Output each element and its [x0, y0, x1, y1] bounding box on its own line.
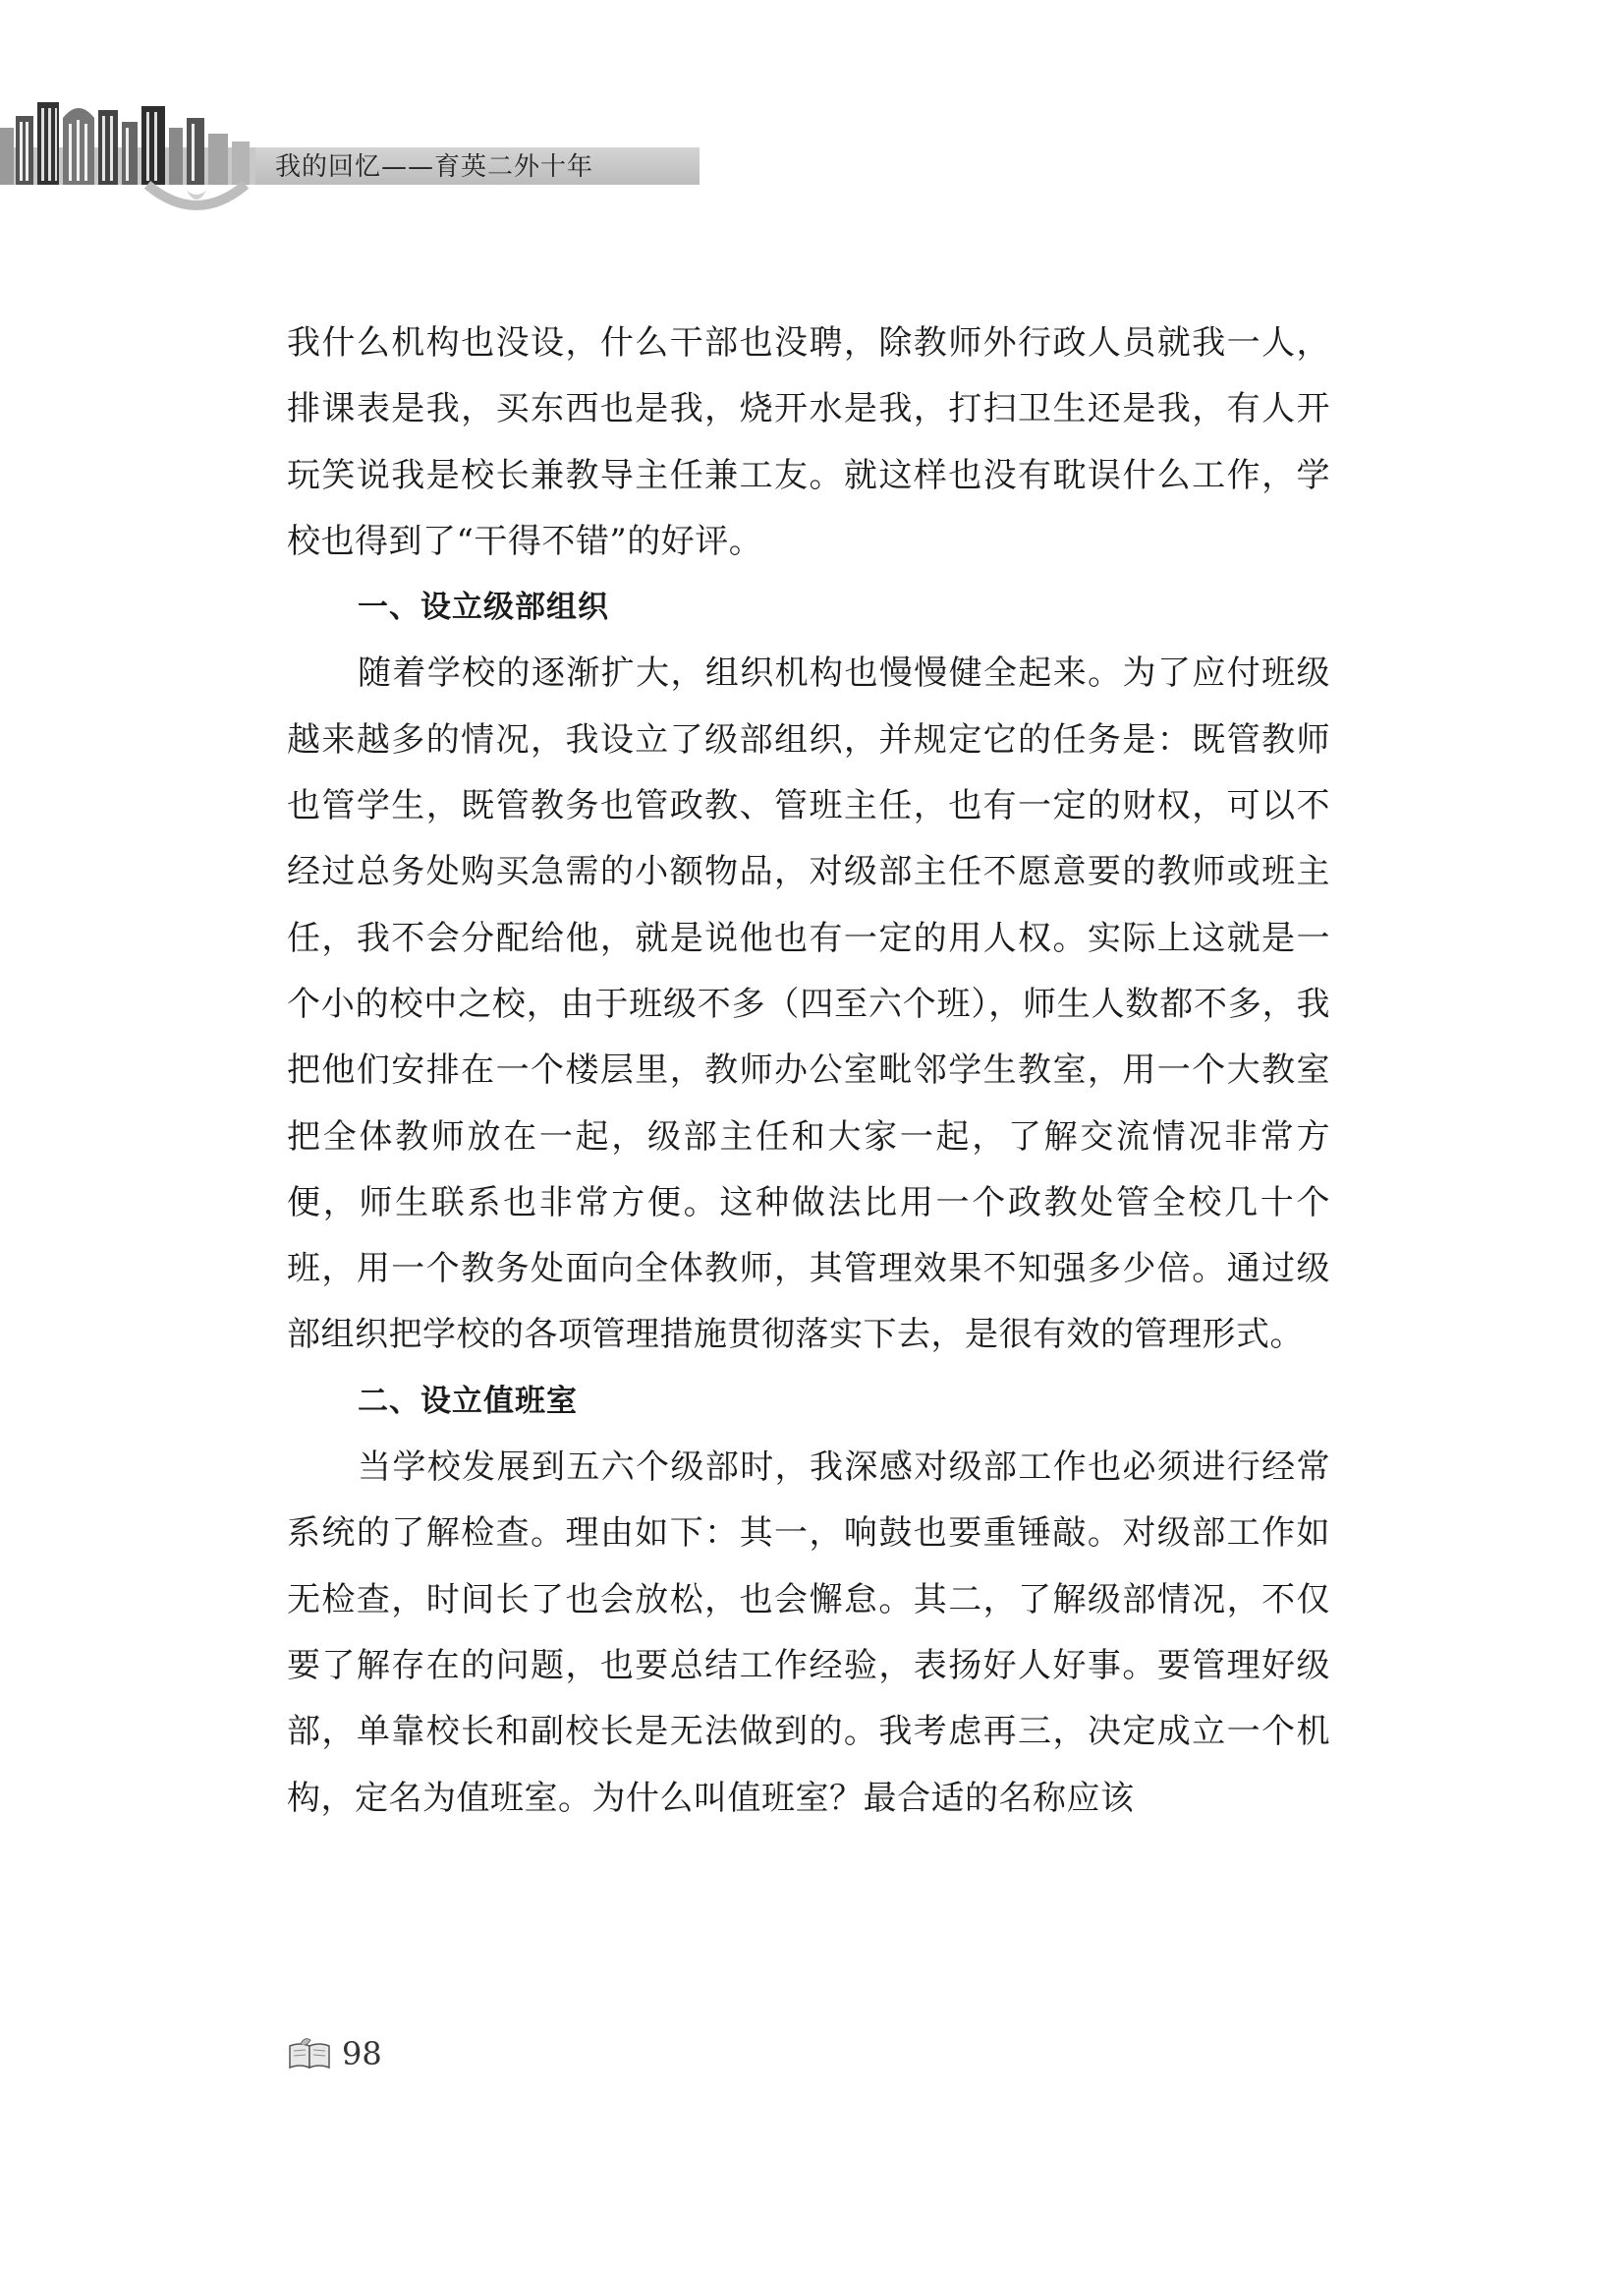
page-footer [287, 2032, 382, 2075]
page-body [287, 311, 1330, 1832]
page-number: 98 [342, 2035, 382, 2072]
paragraph-3: 当学校发展到五六个级部时，我深感对级部工作也必须进行经常系统的了解检查。理由如下：其一，响鼓也要重锤敲。对级部工作如无检查，时间长了也会放松，也会懈怠。其二，了解级部情况，不仅要了解存在的问题，也要总结工作经验，表扬好人好事。要管理好级部，单靠校长和副校长是无法做到的。我考虑再三，决定成立一个机构，定名为值班室。为什么叫值班室？最合适的名称应该 [287, 1447, 1330, 1818]
running-header [0, 88, 700, 226]
paragraph-2: 随着学校的逐渐扩大，组织机构也慢慢健全起来。为了应付班级越来越多的情况，我设立了级部组织，并规定它的任务是：既管教师也管学生，既管教务也管政教、管班主任，也有一定的财权，可以不经过总务处购买急需的小额物品，对级部主任不愿意要的教师或班主任，我不会分配给他，就是说他也有一定的用人权。实际上这就是一个小的校中之校，由于班级不多（四至六个班），师生人数都不多，我把他们安排在一个楼层里，教师办公室毗邻学生教室，用一个大教室把全体教师放在一起，级部主任和大家一起，了解交流情况非常方便，师生联系也非常方便。这种做法比用一个政教处管全校几十个班，用一个教务处面向全体教师，其管理效果不知强多少倍。通过级部组织把学校的各项管理措施贯彻落实下去，是很有效的管理形式。 [287, 653, 1330, 1355]
section-heading-2: 二、设立值班室 [358, 1383, 578, 1419]
header-title: 我的回忆——育英二外十年 [275, 152, 594, 182]
city-skyline-icon [0, 88, 255, 226]
paragraph-1: 我什么机构也没设，什么干部也没聘，除教师外行政人员就我一人，排课表是我，买东西也是我，烧开水是我，打扫卫生还是我，有人开玩笑说我是校长兼教导主任兼工友。就这样也没有耽误什么工作，学校也得到了“干得不错”的好评。 [287, 323, 1330, 561]
section-heading-1: 一、设立级部组织 [358, 590, 609, 626]
book-icon [287, 2036, 332, 2071]
